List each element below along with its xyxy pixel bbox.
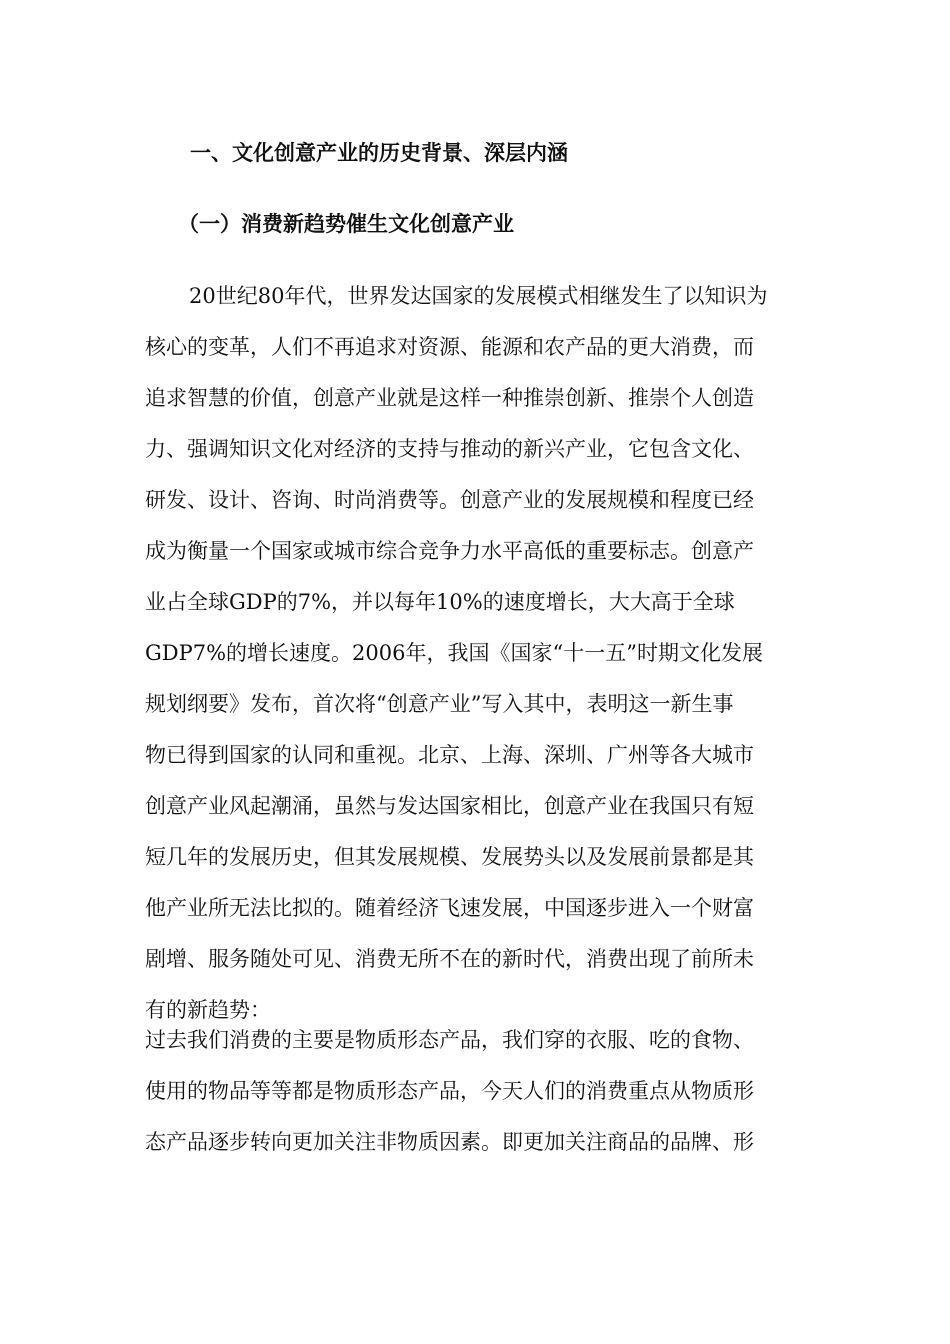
paragraph-line: 力、强调知识文化对经济的支持与推动的新兴产业，它包含文化、 [145,437,754,461]
paragraph-line: 核心的变革，人们不再追求对资源、能源和农产品的更大消费，而 [145,335,754,359]
paragraph-line: 20世纪80年代，世界发达国家的发展模式相继发生了以知识为 [189,284,768,308]
paragraph-line: GDP7%的增长速度。2006年，我国《国家“十一五”时期文化发展 [145,641,763,665]
paragraph-line: 追求智慧的价值，创意产业就是这样一种推崇创新、推崇个人创造 [145,386,754,410]
paragraph-line: 剧增、服务随处可见、消费无所不在的新时代，消费出现了前所未 [145,947,754,971]
paragraph-line: 短几年的发展历史，但其发展规模、发展势头以及发展前景都是其 [145,845,754,869]
body-paragraph-2 [145,1015,815,1168]
paragraph-line: 研发、设计、咨询、时尚消费等。创意产业的发展规模和程度已经 [145,488,754,512]
subsection-heading: （一）消费新趋势催生文化创意产业 [178,211,514,236]
paragraph-line: 有的新趋势： [145,998,271,1022]
paragraph-line: 创意产业风起潮涌，虽然与发达国家相比，创意产业在我国只有短 [145,794,754,818]
paragraph-line: 成为衡量一个国家或城市综合竞争力水平高低的重要标志。创意产 [145,539,754,563]
paragraph-line: 物已得到国家的认同和重视。北京、上海、深圳、广州等各大城市 [145,743,754,767]
paragraph-line: 使用的物品等等都是物质形态产品，今天人们的消费重点从物质形 [145,1079,754,1103]
section-heading: 一、文化创意产业的历史背景、深层内涵 [190,140,568,165]
paragraph-line: 他产业所无法比拟的。随着经济飞速发展，中国逐步进入一个财富 [145,896,754,920]
body-paragraph-1 [145,271,815,1036]
paragraph-line: 规划纲要》发布，首次将“创意产业”写入其中，表明这一新生事 [145,692,734,716]
paragraph-line: 态产品逐步转向更加关注非物质因素。即更加关注商品的品牌、形 [145,1130,754,1154]
paragraph-line: 业占全球GDP的7%，并以每年10%的速度增长，大大高于全球 [145,590,735,614]
paragraph-line: 过去我们消费的主要是物质形态产品，我们穿的衣服、吃的食物、 [145,1028,754,1052]
